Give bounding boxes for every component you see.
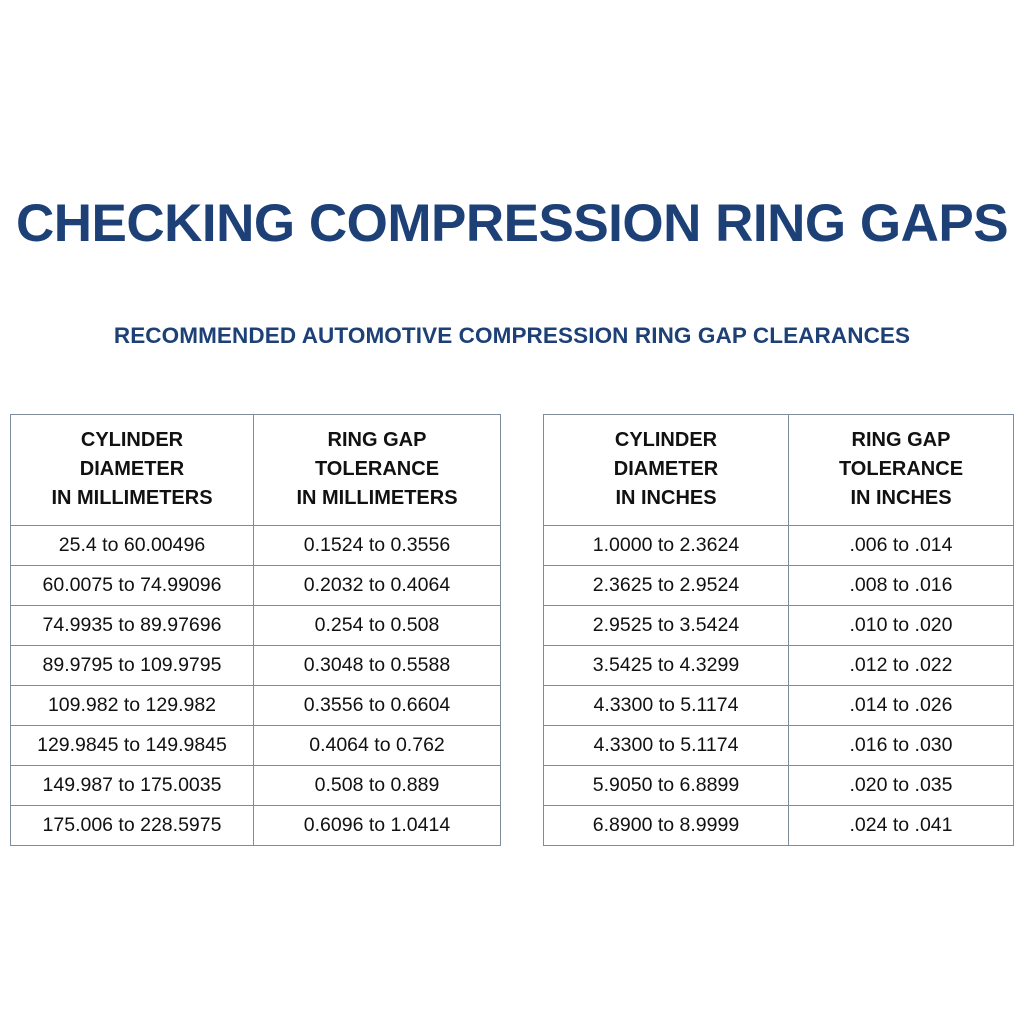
metric-table	[10, 414, 501, 846]
cell-diameter: 2.3625 to 2.9524	[544, 565, 789, 605]
cell-diameter: 6.8900 to 8.9999	[544, 805, 789, 845]
imperial-col-header-diameter	[544, 414, 789, 525]
table-row	[11, 765, 501, 805]
cell-tolerance: 0.3556 to 0.6604	[254, 685, 501, 725]
cell-tolerance: .016 to .030	[789, 725, 1014, 765]
cell-tolerance: .012 to .022	[789, 645, 1014, 685]
header-line-1: CYLINDER	[80, 428, 184, 451]
table-row	[11, 725, 501, 765]
table-row	[544, 645, 1014, 685]
cell-tolerance: 0.508 to 0.889	[254, 765, 501, 805]
header-line-3: IN MILLIMETERS	[296, 486, 458, 509]
cell-diameter: 4.3300 to 5.1174	[544, 725, 789, 765]
cell-diameter: 60.0075 to 74.99096	[11, 565, 254, 605]
cell-diameter: 3.5425 to 4.3299	[544, 645, 789, 685]
cell-diameter: 149.987 to 175.0035	[11, 765, 254, 805]
table-row	[544, 805, 1014, 845]
header-line-2: DIAMETER	[79, 457, 185, 480]
cell-tolerance: 0.6096 to 1.0414	[254, 805, 501, 845]
table-row	[11, 805, 501, 845]
cell-diameter: 175.006 to 228.5975	[11, 805, 254, 845]
table-row	[11, 645, 501, 685]
cell-diameter: 89.9795 to 109.9795	[11, 645, 254, 685]
table-row	[11, 525, 501, 565]
header-line-3: IN INCHES	[615, 486, 717, 509]
tables-container	[8, 414, 1016, 846]
cell-tolerance: 0.1524 to 0.3556	[254, 525, 501, 565]
table-row	[544, 725, 1014, 765]
page-title: CHECKING COMPRESSION RING GAPS	[15, 194, 1009, 253]
imperial-col-header-tolerance	[789, 414, 1014, 525]
cell-tolerance: .014 to .026	[789, 685, 1014, 725]
table-row	[544, 565, 1014, 605]
cell-tolerance: 0.3048 to 0.5588	[254, 645, 501, 685]
cell-diameter: 129.9845 to 149.9845	[11, 725, 254, 765]
cell-tolerance: 0.254 to 0.508	[254, 605, 501, 645]
header-line-1: RING GAP	[327, 428, 427, 451]
cell-tolerance: 0.4064 to 0.762	[254, 725, 501, 765]
cell-tolerance: .006 to .014	[789, 525, 1014, 565]
cell-tolerance: .020 to .035	[789, 765, 1014, 805]
header-line-2: TOLERANCE	[838, 457, 964, 480]
cell-diameter: 109.982 to 129.982	[11, 685, 254, 725]
table-row	[11, 565, 501, 605]
cell-tolerance: .024 to .041	[789, 805, 1014, 845]
table-row	[544, 685, 1014, 725]
table-row	[544, 605, 1014, 645]
cell-diameter: 5.9050 to 6.8899	[544, 765, 789, 805]
header-line-1: RING GAP	[851, 428, 951, 451]
table-row	[11, 685, 501, 725]
cell-tolerance: 0.2032 to 0.4064	[254, 565, 501, 605]
page-subtitle: RECOMMENDED AUTOMOTIVE COMPRESSION RING GAP CLEARANCES	[113, 323, 911, 349]
cell-diameter: 2.9525 to 3.5424	[544, 605, 789, 645]
table-row	[544, 525, 1014, 565]
header-line-3: IN MILLIMETERS	[51, 486, 213, 509]
table-row	[11, 605, 501, 645]
table-row	[544, 765, 1014, 805]
cell-tolerance: .010 to .020	[789, 605, 1014, 645]
header-line-2: DIAMETER	[613, 457, 719, 480]
header-line-1: CYLINDER	[614, 428, 718, 451]
header-line-2: TOLERANCE	[314, 457, 440, 480]
table-header-row	[11, 414, 501, 525]
cell-tolerance: .008 to .016	[789, 565, 1014, 605]
table-header-row	[544, 414, 1014, 525]
metric-col-header-tolerance	[254, 414, 501, 525]
cell-diameter: 25.4 to 60.00496	[11, 525, 254, 565]
cell-diameter: 74.9935 to 89.97696	[11, 605, 254, 645]
header-line-3: IN INCHES	[850, 486, 952, 509]
metric-col-header-diameter	[11, 414, 254, 525]
cell-diameter: 4.3300 to 5.1174	[544, 685, 789, 725]
imperial-table	[543, 414, 1014, 846]
cell-diameter: 1.0000 to 2.3624	[544, 525, 789, 565]
